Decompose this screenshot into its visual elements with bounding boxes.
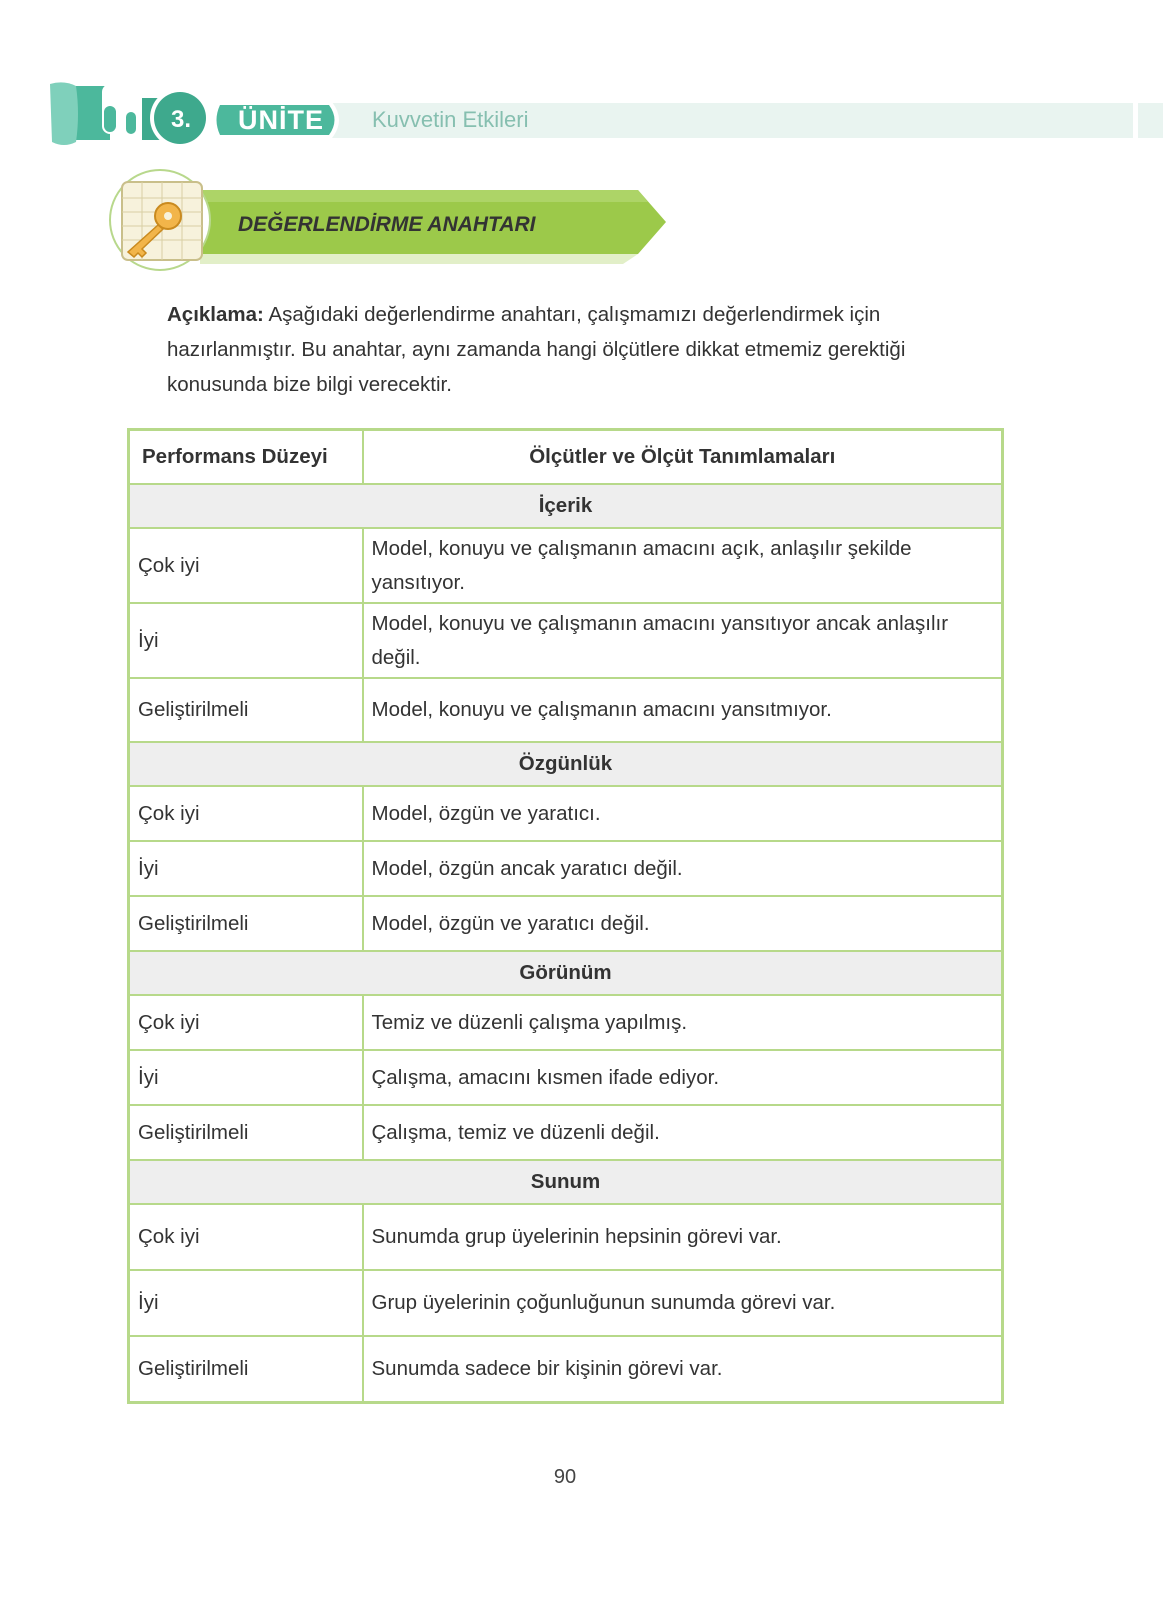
criterion-cell: Temiz ve düzenli çalışma yapılmış. (363, 995, 1003, 1050)
criterion-cell: Model, özgün ve yaratıcı değil. (363, 896, 1003, 951)
criterion-cell: Model, konuyu ve çalışmanın amacını açık, anlaşılır şekilde yansıtıyor. (363, 528, 1003, 603)
page-number: 90 (553, 1466, 577, 1488)
unit-title-bar-divider (1133, 103, 1138, 138)
level-cell: Geliştirilmeli (129, 1105, 363, 1160)
column-header-criteria: Ölçütler ve Ölçüt Tanımlamaları (363, 430, 1003, 485)
table-row (129, 1336, 1003, 1402)
unit-label: ÜNİTE (238, 105, 324, 135)
description-text: Aşağıdaki değerlendirme anahtarı, çalışmamızı değerlendirmek için hazırlanmıştır. Bu anahtar, aynı zamanda hangi ölçütlere dikkat etmemiz gerektiği konusunda bize bilgi verecektir. (167, 303, 906, 396)
criterion-cell: Sunumda sadece bir kişinin görevi var. (363, 1336, 1003, 1402)
criterion-cell: Sunumda grup üyelerinin hepsinin görevi var. (363, 1204, 1003, 1270)
table-row (129, 1204, 1003, 1270)
table-row (129, 1050, 1003, 1105)
criterion-cell: Çalışma, amacını kısmen ifade ediyor. (363, 1050, 1003, 1105)
section-title-cell: İçerik (129, 484, 1003, 528)
level-cell: İyi (129, 841, 363, 896)
criterion-cell: Model, özgün ancak yaratıcı değil. (363, 841, 1003, 896)
section-row-icerik (129, 484, 1003, 528)
table-header-row (129, 430, 1003, 485)
table-row (129, 841, 1003, 896)
table-row (129, 896, 1003, 951)
criterion-cell: Model, konuyu ve çalışmanın amacını yansıtıyor ancak anlaşılır değil. (363, 603, 1003, 678)
level-cell: İyi (129, 1270, 363, 1336)
level-cell: Geliştirilmeli (129, 1336, 363, 1402)
test-tubes-icon (100, 80, 140, 136)
section-row-gorunum (129, 951, 1003, 995)
level-cell: Çok iyi (129, 995, 363, 1050)
description-paragraph (124, 297, 1004, 402)
criterion-cell: Çalışma, temiz ve düzenli değil. (363, 1105, 1003, 1160)
table-row (129, 786, 1003, 841)
level-cell: Geliştirilmeli (129, 896, 363, 951)
evaluation-rubric-table (127, 428, 1004, 1404)
level-cell: Geliştirilmeli (129, 678, 363, 742)
level-cell: Çok iyi (129, 528, 363, 603)
table-row (129, 995, 1003, 1050)
table-row (129, 1105, 1003, 1160)
section-row-sunum (129, 1160, 1003, 1204)
unit-title: Kuvvetin Etkileri (372, 107, 529, 132)
section-title-cell: Özgünlük (129, 742, 1003, 786)
section-title-cell: Görünüm (129, 951, 1003, 995)
description-label: Açıklama: (167, 303, 264, 326)
level-cell: Çok iyi (129, 786, 363, 841)
section-title-cell: Sunum (129, 1160, 1003, 1204)
criterion-cell: Grup üyelerinin çoğunluğunun sunumda görevi var. (363, 1270, 1003, 1336)
section-row-ozgunluk (129, 742, 1003, 786)
criterion-cell: Model, konuyu ve çalışmanın amacını yansıtmıyor. (363, 678, 1003, 742)
table-row (129, 528, 1003, 603)
column-header-level: Performans Düzeyi (129, 430, 363, 485)
table-row (129, 603, 1003, 678)
level-cell: İyi (129, 603, 363, 678)
section-title: DEĞERLENDİRME ANAHTARI (238, 213, 536, 236)
unit-number: 3. (170, 106, 191, 133)
table-row (129, 678, 1003, 742)
criterion-cell: Model, özgün ve yaratıcı. (363, 786, 1003, 841)
table-row (129, 1270, 1003, 1336)
level-cell: Çok iyi (129, 1204, 363, 1270)
level-cell: İyi (129, 1050, 363, 1105)
